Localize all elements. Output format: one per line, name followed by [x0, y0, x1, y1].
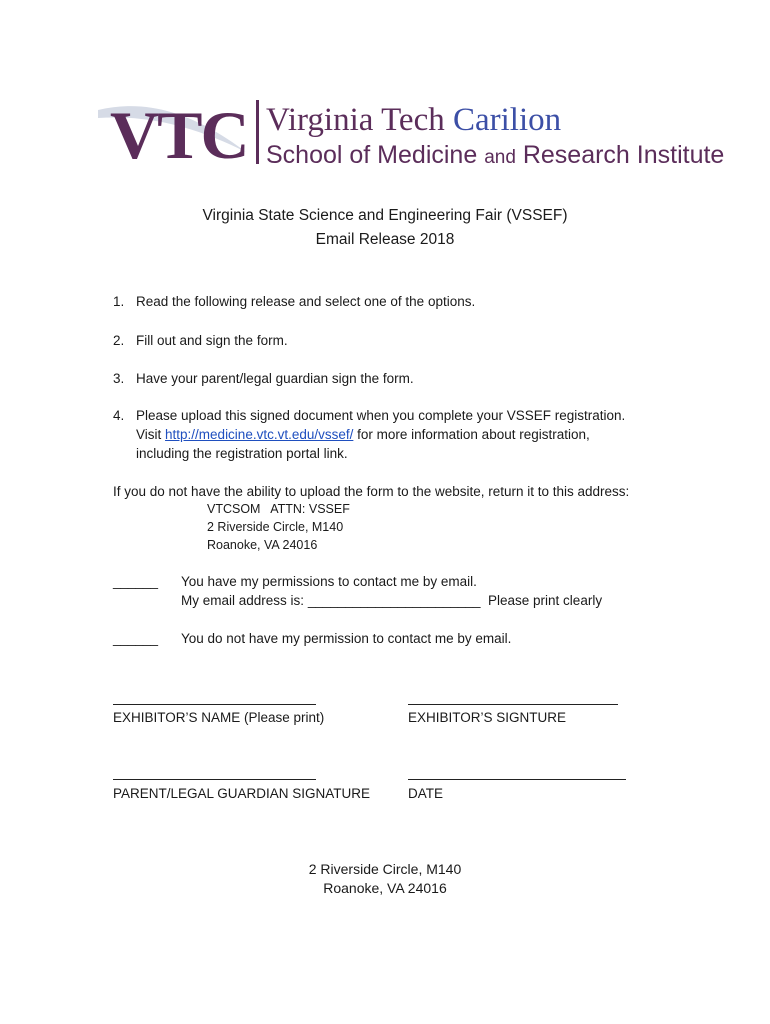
step-4-line3: including the registration portal link. [136, 446, 348, 461]
option-1-checkbox-blank[interactable]: ______ [113, 574, 159, 589]
email-label: My email address is: [181, 593, 305, 608]
date-line[interactable] [408, 779, 626, 780]
address-intro: If you do not have the ability to upload the form to the website, return it to this address: [113, 484, 630, 499]
option-1-email-line [181, 591, 602, 610]
step-4-number: 4. [113, 408, 125, 423]
option-1-text: You have my permissions to contact me by email. [181, 574, 477, 589]
step-2-number: 2. [113, 333, 125, 348]
address-line3: Roanoke, VA 24016 [207, 538, 318, 552]
logo-line2 [266, 141, 724, 169]
logo-line2-and: and [484, 147, 516, 168]
exhibitor-name-label: EXHIBITOR’S NAME (Please print) [113, 710, 325, 725]
address-line1: VTCSOM ATTN: VSSEF [207, 502, 350, 516]
step-1-number: 1. [113, 294, 125, 309]
footer-line2: Roanoke, VA 24016 [323, 880, 447, 896]
step-4-visit-line [136, 425, 590, 444]
exhibitor-signature-line[interactable] [408, 704, 618, 705]
date-label: DATE [408, 786, 444, 801]
address-line2: 2 Riverside Circle, M140 [207, 520, 344, 534]
step-4-text: Please upload this signed document when you complete your VSSEF registration. [136, 408, 626, 423]
email-print-note: Please print clearly [488, 593, 603, 608]
option-2-checkbox-blank[interactable]: ______ [113, 631, 159, 646]
logo-line1-carilion: Carilion [452, 102, 562, 138]
exhibitor-name-line[interactable] [113, 704, 316, 705]
footer-line1: 2 Riverside Circle, M140 [308, 861, 462, 877]
step-3-number: 3. [113, 371, 125, 386]
guardian-signature-label: PARENT/LEGAL GUARDIAN SIGNATURE [113, 786, 371, 801]
guardian-signature-line[interactable] [113, 779, 316, 780]
exhibitor-signature-label: EXHIBITOR’S SIGNTURE [408, 710, 567, 725]
logo-vtc: VTC [110, 97, 248, 173]
logo-line1-tech: Tech [381, 102, 445, 138]
option-2-text: You do not have my permission to contact me by email. [181, 631, 512, 646]
step-3-text: Have your parent/legal guardian sign the form. [136, 371, 414, 386]
step-1-text: Read the following release and select one of the options. [136, 294, 476, 309]
vtc-logo [96, 92, 725, 173]
step-4-visit-prefix: Visit [136, 427, 162, 442]
title-line2: Email Release 2018 [315, 231, 455, 248]
logo-line2-research: Research Institute [522, 141, 725, 169]
vssef-link[interactable]: http://medicine.vtc.vt.edu/vssef/ [165, 427, 354, 442]
step-4-visit-suffix: for more information about registration, [357, 427, 590, 442]
logo-line1 [266, 102, 561, 138]
logo-line2-school: School of Medicine [266, 141, 478, 169]
title-line1: Virginia State Science and Engineering Fair (VSSEF) [202, 207, 568, 224]
email-input-blank[interactable]: _______________________ [307, 593, 481, 608]
logo-line1-virginia: Virginia [266, 102, 374, 138]
step-2-text: Fill out and sign the form. [136, 333, 288, 348]
logo-divider [256, 100, 259, 164]
